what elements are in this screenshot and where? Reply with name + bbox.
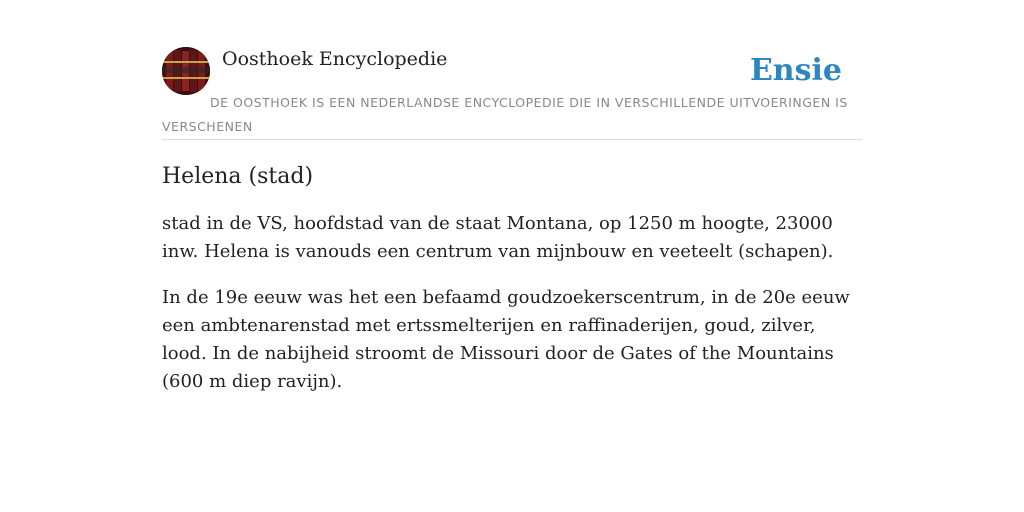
encyclopedia-books-icon[interactable] (162, 47, 210, 95)
article-paragraph: stad in de VS, hoofdstad van de staat Montana, op 1250 m hoogte, 23000 inw. Helena is vanouds een centrum van mijnbouw en veeteelt (schapen). (162, 213, 834, 262)
article-title: Helena (stad) (162, 164, 314, 189)
page-container (162, 47, 862, 396)
article-paragraph: In de 19e eeuw was het een befaamd goudzoekerscentrum, in de 20e eeuw een ambtenarenstad met ertssmelterijen en raffinaderijen, goud, zilver, lood. In de nabijheid stroomt de Missouri door de Gates of the Mountains (600 m diep ravijn). (162, 287, 850, 392)
site-title[interactable]: Oosthoek Encyclopedie (222, 48, 448, 70)
brand-logo-link[interactable]: Ensie (749, 53, 842, 88)
site-header (162, 47, 862, 140)
site-description: DE OOSTHOEK IS EEN NEDERLANDSE ENCYCLOPEDIE DIE IN VERSCHILLENDE UITVOERINGEN IS VERSCHENEN (162, 95, 848, 134)
